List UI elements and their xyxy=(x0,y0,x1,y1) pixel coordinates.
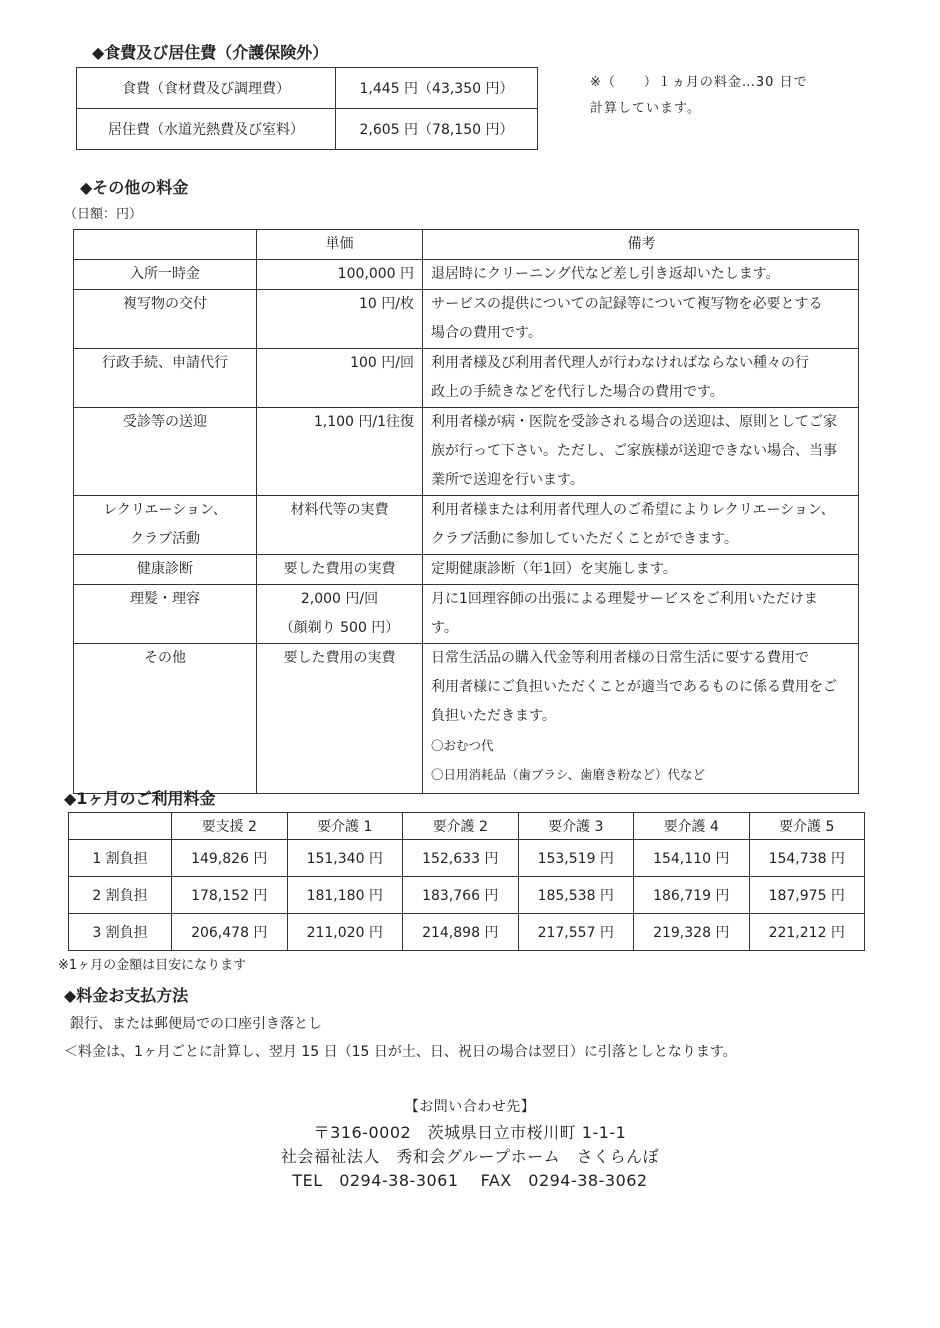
amount-cell: 219,328 円 xyxy=(634,914,750,951)
amount-cell: 149,826 円 xyxy=(172,840,288,877)
fee-item: 健康診断 xyxy=(74,555,257,585)
header-cell-blank xyxy=(74,230,257,260)
remark-line: 利用者様または利用者代理人のご希望によりレクリエーション、 xyxy=(431,502,835,518)
food-note-line: ※（ ）１ヵ月の料金…30 日で xyxy=(590,75,808,90)
remark-line: す。 xyxy=(431,620,458,636)
contact-phone: TEL 0294-38-3061 FAX 0294-38-3062 xyxy=(292,1171,648,1190)
table-row xyxy=(77,68,538,109)
fee-remarks xyxy=(423,408,859,496)
contact-org: 社会福祉法人 秀和会グループホーム さくらんぼ xyxy=(280,1147,660,1166)
table-row xyxy=(74,555,859,585)
remark-line: 退居時にクリーニング代など差し引き返却いたします。 xyxy=(431,266,780,282)
fee-price: 要した費用の実費 xyxy=(257,555,423,585)
fee-item: 入所一時金 xyxy=(74,260,257,290)
housing-label-cell: 居住費（水道光熱費及び室料） xyxy=(77,109,336,150)
table-row xyxy=(77,109,538,150)
fee-item: その他 xyxy=(74,644,257,794)
food-note xyxy=(590,70,808,122)
fee-item xyxy=(74,496,257,555)
header-cell-price: 単価 xyxy=(257,230,423,260)
fee-price-line: 2,000 円/回 xyxy=(300,591,379,607)
fee-remarks xyxy=(423,644,859,794)
other-fees-table xyxy=(73,229,859,794)
amount-cell: 187,975 円 xyxy=(749,877,865,914)
table-row xyxy=(74,349,859,408)
remark-line: 業所で送迎を行います。 xyxy=(431,472,584,488)
amount-cell: 206,478 円 xyxy=(172,914,288,951)
monthly-heading: ◆1ヶ月のご利用料金 xyxy=(64,789,216,808)
remark-sub-line: 〇日用消耗品（歯ブラシ、歯磨き粉など）代など xyxy=(431,767,706,782)
fee-remarks xyxy=(423,555,859,585)
table-row xyxy=(74,496,859,555)
row-label: 2 割負担 xyxy=(69,877,172,914)
amount-cell: 214,898 円 xyxy=(403,914,519,951)
amount-cell: 181,180 円 xyxy=(287,877,403,914)
fee-price: 要した費用の実費 xyxy=(257,644,423,794)
row-label: 3 割負担 xyxy=(69,914,172,951)
remark-line: 日常生活品の購入代金等利用者様の日常生活に要する費用で xyxy=(431,650,809,666)
table-row xyxy=(74,290,859,349)
table-row xyxy=(74,644,859,794)
amount-cell: 211,020 円 xyxy=(287,914,403,951)
remark-line: 族が行って下さい。ただし、ご家族様が送迎できない場合、当事 xyxy=(431,443,837,459)
payment-heading: ◆料金お支払方法 xyxy=(64,986,189,1005)
fee-item: 受診等の送迎 xyxy=(74,408,257,496)
header-cell-remarks: 備考 xyxy=(423,230,859,260)
table-row xyxy=(69,914,865,951)
amount-cell: 154,738 円 xyxy=(749,840,865,877)
remark-line: 政上の手続きなどを代行した場合の費用です。 xyxy=(431,384,724,400)
food-value-cell: 1,445 円（43,350 円） xyxy=(336,68,538,109)
amount-cell: 221,212 円 xyxy=(749,914,865,951)
fee-price: 10 円/枚 xyxy=(257,290,423,349)
fee-remarks xyxy=(423,349,859,408)
amount-cell: 186,719 円 xyxy=(634,877,750,914)
remark-line: 利用者様及び利用者代理人が行わなければならない種々の行 xyxy=(431,355,809,371)
food-note-line: 計算しています。 xyxy=(590,101,701,116)
remark-line: 定期健康診断（年1回）を実施します。 xyxy=(431,561,677,577)
monthly-note: ※1ヶ月の金額は目安になります xyxy=(58,958,247,973)
row-label: 1 割負担 xyxy=(69,840,172,877)
contact-address: 〒316-0002 茨城県日立市桜川町 1-1-1 xyxy=(313,1123,627,1142)
remark-line: サービスの提供についての記録等について複写物を必要とする xyxy=(431,296,823,312)
fee-item: 複写物の交付 xyxy=(74,290,257,349)
table-row xyxy=(74,260,859,290)
payment-line: ＜料金は、1ヶ月ごとに計算し、翌月 15 日（15 日が土、日、祝日の場合は翌日）に引落としとなります。 xyxy=(64,1044,737,1060)
fee-remarks xyxy=(423,260,859,290)
fee-item-line: クラブ活動 xyxy=(130,531,200,547)
header-cell: 要介護 2 xyxy=(403,813,519,840)
amount-cell: 183,766 円 xyxy=(403,877,519,914)
fee-remarks xyxy=(423,496,859,555)
header-cell: 要介護 5 xyxy=(749,813,865,840)
remark-line: 月に1回理容師の出張による理髪サービスをご利用いただけま xyxy=(431,591,818,607)
fee-price: 100 円/回 xyxy=(257,349,423,408)
fee-price xyxy=(257,585,423,644)
amount-cell: 185,538 円 xyxy=(518,877,634,914)
remark-line: 利用者様が病・医院を受診される場合の送迎は、原則としてご家 xyxy=(431,414,837,430)
food-heading: ◆食費及び居住費（介護保険外） xyxy=(92,43,329,62)
amount-cell: 178,152 円 xyxy=(172,877,288,914)
contact-title: 【お問い合わせ先】 xyxy=(404,1099,536,1115)
header-cell: 要介護 4 xyxy=(634,813,750,840)
other-fees-heading: ◆その他の料金 xyxy=(80,178,189,197)
header-cell-blank xyxy=(69,813,172,840)
food-table xyxy=(76,67,538,150)
amount-cell: 153,519 円 xyxy=(518,840,634,877)
fee-item: 理髪・理容 xyxy=(74,585,257,644)
fee-item-line: レクリエーション、 xyxy=(103,502,227,518)
table-row xyxy=(74,585,859,644)
amount-cell: 217,557 円 xyxy=(518,914,634,951)
remark-line: 利用者様にご負担いただくことが適当であるものに係る費用をご xyxy=(431,679,837,695)
fee-remarks xyxy=(423,290,859,349)
fee-price: 材料代等の実費 xyxy=(257,496,423,555)
food-label-cell: 食費（食材費及び調理費） xyxy=(77,68,336,109)
fee-price: 100,000 円 xyxy=(257,260,423,290)
table-row xyxy=(69,840,865,877)
payment-line: 銀行、または郵便局での口座引き落とし xyxy=(70,1016,322,1032)
amount-cell: 151,340 円 xyxy=(287,840,403,877)
fee-price-line: （顔剃り 500 円） xyxy=(279,620,400,636)
housing-value-cell: 2,605 円（78,150 円） xyxy=(336,109,538,150)
header-cell: 要介護 3 xyxy=(518,813,634,840)
remark-line: 場合の費用です。 xyxy=(431,325,542,341)
monthly-fees-table xyxy=(68,812,865,951)
table-row xyxy=(69,877,865,914)
header-cell: 要支援 2 xyxy=(172,813,288,840)
table-header-row xyxy=(74,230,859,260)
amount-cell: 154,110 円 xyxy=(634,840,750,877)
table-row xyxy=(74,408,859,496)
unit-label: （日額：円） xyxy=(64,207,143,222)
remark-sub-line: 〇おむつ代 xyxy=(431,738,494,753)
remark-line: クラブ活動に参加していただくことができます。 xyxy=(431,531,738,547)
fee-price: 1,100 円/1往復 xyxy=(257,408,423,496)
table-header-row xyxy=(69,813,865,840)
amount-cell: 152,633 円 xyxy=(403,840,519,877)
remark-line: 負担いただきます。 xyxy=(431,708,556,724)
header-cell: 要介護 1 xyxy=(287,813,403,840)
fee-remarks xyxy=(423,585,859,644)
fee-item: 行政手続、申請代行 xyxy=(74,349,257,408)
